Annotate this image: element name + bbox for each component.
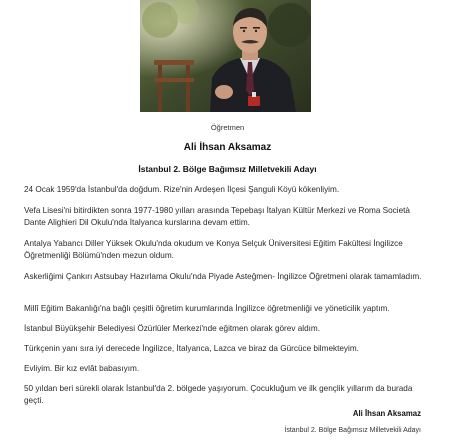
candidate-title: İstanbul 2. Bölge Bağımsız Milletvekili Adayı — [138, 164, 317, 174]
portrait-photo — [140, 0, 311, 112]
bio-paragraph-4: Askerliğimi Çankırı Astsubay Hazırlama Okulu'nda Piyade Asteğmen- İngilizce Öğretmeni olarak tamamladım. — [24, 272, 422, 281]
profession-label: Öğretmen — [210, 123, 245, 132]
bio-paragraph-3: Antalya Yabancı Diller Yüksek Okulu'nda okudum ve Konya Selçuk Üniversitesi Eğitim Fakültesi İngilizce Öğretmenliği Bölümü'nden mezun oldum. — [24, 239, 403, 260]
bio-paragraph-2: Vefa Lisesi'ni bitirdikten sonra 1977-1980 yılları arasında Tepebaşı İtalyan Kültür Merkezi ve Roma Società Dante Alighieri Dil Okulu'nda İtalyanca kurslarına devam ettim. — [24, 206, 410, 227]
bio-paragraph-7: Türkçenin yanı sıra iyi derecede İngilizce, İtalyanca, Lazca ve biraz da Gürcüce bilmekteyim. — [24, 344, 359, 353]
bio-paragraph-8: Evliyim. Bir kız evlât babasıyım. — [24, 364, 140, 373]
signature-name: Ali İhsan Aksamaz — [352, 409, 421, 418]
bio-paragraph-9: 50 yıldan beri sürekli olarak İstanbul'da 2. bölgede yaşıyorum. Çocukluğum ve ilk gençlik yıllarım da burada geçti. — [24, 384, 413, 405]
bio-paragraph-6: İstanbul Büyükşehir Belediyesi Özürlüler Merkezi'nde eğitmen olarak görev aldım. — [24, 324, 320, 333]
bio-paragraph-1: 24 Ocak 1959'da İstanbul'da doğdum. Rize'nin Ardeşen İlçesi Şanguli Köyü kökenliyim. — [24, 185, 340, 194]
portrait-illustration — [140, 0, 311, 112]
signature-title: İstanbul 2. Bölge Bağımsız Milletvekili Adayı — [284, 427, 421, 434]
candidate-name: Ali İhsan Aksamaz — [183, 142, 272, 153]
bio-paragraph-5: Millî Eğitim Bakanlığı'na bağlı çeşitli öğretim kurumlarında İngilizce öğretmenliği ve yöneticilik yaptım. — [24, 304, 390, 313]
